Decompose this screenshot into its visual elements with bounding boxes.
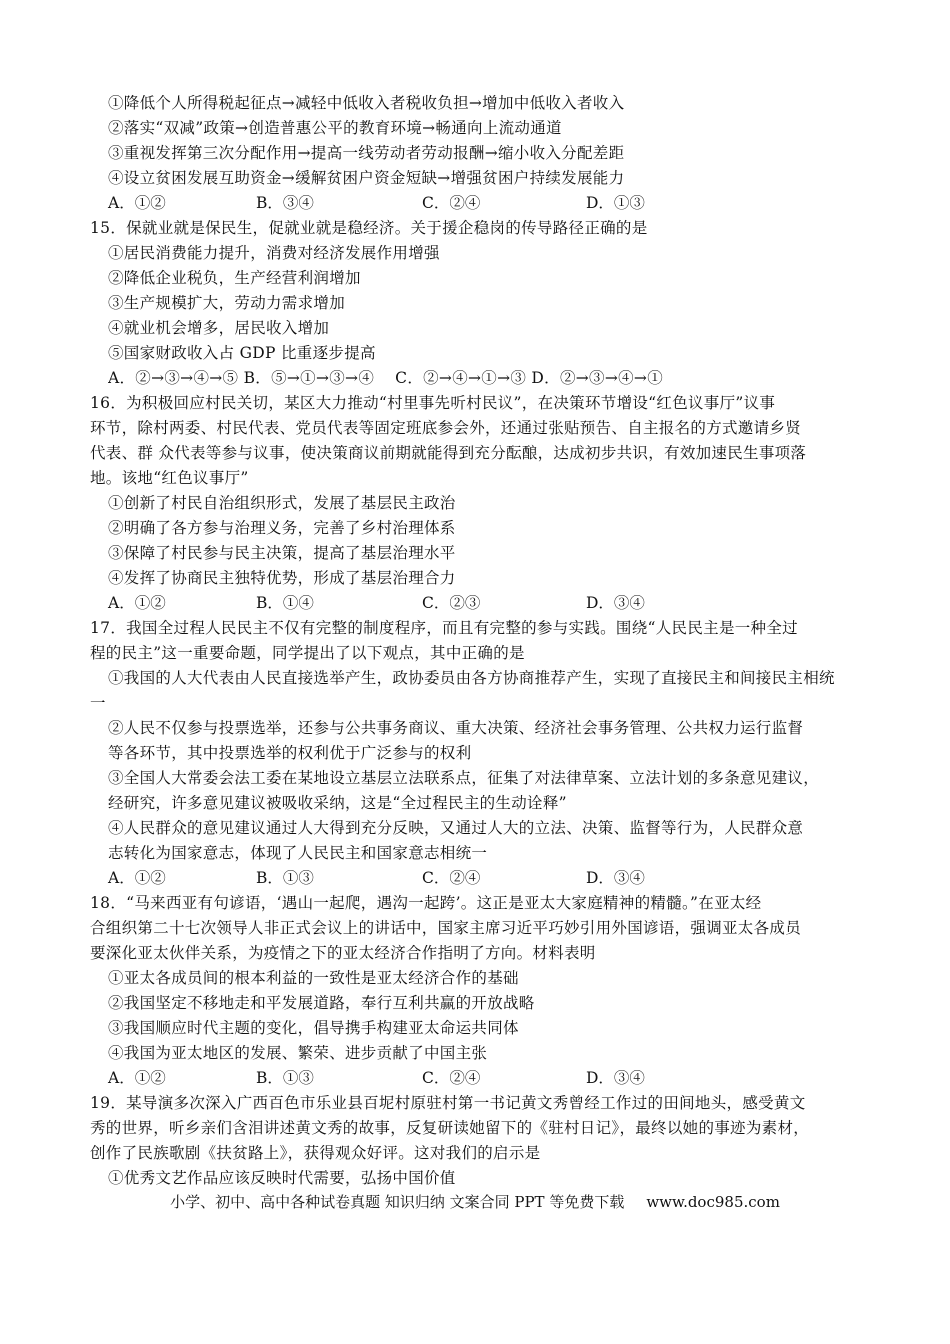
q16-option-a: A．①②: [108, 594, 166, 612]
q17-stem-line-1: 17．我国全过程人民民主不仅有完整的制度程序，而且有完整的参与实践。围绕“人民民主是一种全过: [90, 619, 798, 637]
q16-option-b: B．①④: [256, 594, 314, 612]
q18-stem-line-2: 合组织第二十七次领导人非正式会议上的讲话中，国家主席习近平巧妙引用外国谚语，强调亚太各成员: [90, 919, 802, 937]
q15-item-2: ②降低企业税负，生产经营利润增加: [108, 269, 361, 287]
q18-item-4: ④我国为亚太地区的发展、繁荣、进步贡献了中国主张: [108, 1044, 488, 1062]
q16-item-3: ③保障了村民参与民主决策，提高了基层治理水平: [108, 544, 456, 562]
q17-item-1: ①我国的人大代表由人民直接选举产生，政协委员由各方协商推荐产生，实现了直接民主和间接民主相统: [108, 669, 835, 687]
q18-options: [108, 1066, 848, 1091]
q17-option-a: A．①②: [108, 869, 166, 887]
q18-option-c: C．②④: [422, 1069, 481, 1087]
q18-item-3: ③我国顺应时代主题的变化，倡导携手构建亚太命运共同体: [108, 1019, 519, 1037]
q14-option-d: D．①③: [586, 194, 645, 212]
q14-item-3: ③重视发挥第三次分配作用→提高一线劳动者劳动报酬→缩小收入分配差距: [108, 144, 625, 162]
q18-option-b: B．①③: [256, 1069, 314, 1087]
q18-stem-line-1: 18．“马来西亚有句谚语，‘遇山一起爬，遇沟一起跨’。这正是亚太大家庭精神的精髓。”在亚太经: [90, 894, 762, 912]
q17-option-d: D．③④: [586, 869, 645, 887]
q16-stem-line-4: 地。该地“红色议事厅”: [90, 469, 249, 487]
q14-item-4: ④设立贫困发展互助资金→缓解贫困户资金短缺→增强贫困户持续发展能力: [108, 169, 625, 187]
q16-stem-line-2: 环节，除村两委、村民代表、党员代表等固定班底参会外，还通过张贴预告、自主报名的方式邀请乡贤: [90, 419, 802, 437]
q16-options: [108, 591, 848, 616]
q17-options: [108, 866, 848, 891]
footer-url[interactable]: www.doc985.com: [646, 1193, 780, 1211]
q17-option-b: B．①③: [256, 869, 314, 887]
q16-item-4: ④发挥了协商民主独特优势，形成了基层治理合力: [108, 569, 456, 587]
q18-option-a: A．①②: [108, 1069, 166, 1087]
q17-item-1-wrap: 一: [90, 694, 106, 712]
q17-item-3-wrap: 经研究，许多意见建议被吸收采纳，这是“全过程民主的生动诠释”: [108, 794, 567, 812]
q14-option-a: A．①②: [108, 194, 166, 212]
q15-item-1: ①居民消费能力提升，消费对经济发展作用增强: [108, 244, 440, 262]
q16-option-c: C．②③: [422, 594, 481, 612]
q17-item-4: ④人民群众的意见建议通过人大得到充分反映，又通过人大的立法、决策、监督等行为，人民群众意: [108, 819, 804, 837]
q18-item-1: ①亚太各成员间的根本利益的一致性是亚太经济合作的基础: [108, 969, 519, 987]
q18-stem-line-3: 要深化亚太伙伴关系，为疫情之下的亚太经济合作指明了方向。材料表明: [90, 944, 596, 962]
q17-item-2: ②人民不仅参与投票选举，还参与公共事务商议、重大决策、经济社会事务管理、公共权力运行监督: [108, 719, 804, 737]
q14-item-2: ②落实“双减”政策→创造普惠公平的教育环境→畅通向上流动通道: [108, 119, 562, 137]
q19-stem-line-2: 秀的世界，听乡亲们含泪讲述黄文秀的故事，反复研读她留下的《驻村日记》，最终以她的事迹为素材，: [90, 1119, 810, 1137]
q17-stem-line-2: 程的民主”这一重要命题，同学提出了以下观点，其中正确的是: [90, 644, 525, 662]
q18-item-2: ②我国坚定不移地走和平发展道路，奉行互利共赢的开放战略: [108, 994, 535, 1012]
q19-stem-line-3: 创作了民族歌剧《扶贫路上》，获得观众好评。这对我们的启示是: [90, 1144, 541, 1162]
q17-item-3: ③全国人大常委会法工委在某地设立基层立法联系点，征集了对法律草案、立法计划的多条意见建议，: [108, 769, 820, 787]
q16-stem-line-3: 代表、群 众代表等参与议事，使决策商议前期就能得到充分酝酿，达成初步共识，有效加速民生事项落: [90, 444, 807, 462]
q14-option-b: B．③④: [256, 194, 314, 212]
page-footer: [0, 1190, 950, 1215]
q15-item-3: ③生产规模扩大，劳动力需求增加: [108, 294, 346, 312]
q17-item-2-wrap: 等各环节，其中投票选举的权利优于广泛参与的权利: [108, 744, 472, 762]
q16-item-2: ②明确了各方参与治理义务，完善了乡村治理体系: [108, 519, 456, 537]
q16-stem-line-1: 16．为积极回应村民关切，某区大力推动“村里事先听村民议”，在决策环节增设“红色议事厅”议事: [90, 394, 776, 412]
q14-options: [108, 191, 848, 216]
q18-option-d: D．③④: [586, 1069, 645, 1087]
q15-stem: 15．保就业就是保民生，促就业就是稳经济。关于援企稳岗的传导路径正确的是: [90, 219, 648, 237]
q16-option-d: D．③④: [586, 594, 645, 612]
q17-option-c: C．②④: [422, 869, 481, 887]
q15-item-5: ⑤国家财政收入占 GDP 比重逐步提高: [108, 344, 376, 362]
q19-item-1: ①优秀文艺作品应该反映时代需要，弘扬中国价值: [108, 1169, 456, 1187]
q17-item-4-wrap: 志转化为国家意志，体现了人民民主和国家意志相统一: [108, 844, 488, 862]
q14-option-c: C．②④: [422, 194, 481, 212]
q19-stem-line-1: 19．某导演多次深入广西百色市乐业县百坭村原驻村第一书记黄文秀曾经工作过的田间地头，感受黄文: [90, 1094, 806, 1112]
q14-item-1: ①降低个人所得税起征点→减轻中低收入者税收负担→增加中低收入者收入: [108, 94, 625, 112]
q15-item-4: ④就业机会增多，居民收入增加: [108, 319, 330, 337]
footer-text: 小学、初中、高中各种试卷真题 知识归纳 文案合同 PPT 等免费下载: [170, 1193, 625, 1211]
q15-options: A．②→③→④→⑤ B．⑤→①→③→④ C．②→④→①→③ D．②→③→④→①: [108, 369, 664, 387]
q16-item-1: ①创新了村民自治组织形式，发展了基层民主政治: [108, 494, 456, 512]
